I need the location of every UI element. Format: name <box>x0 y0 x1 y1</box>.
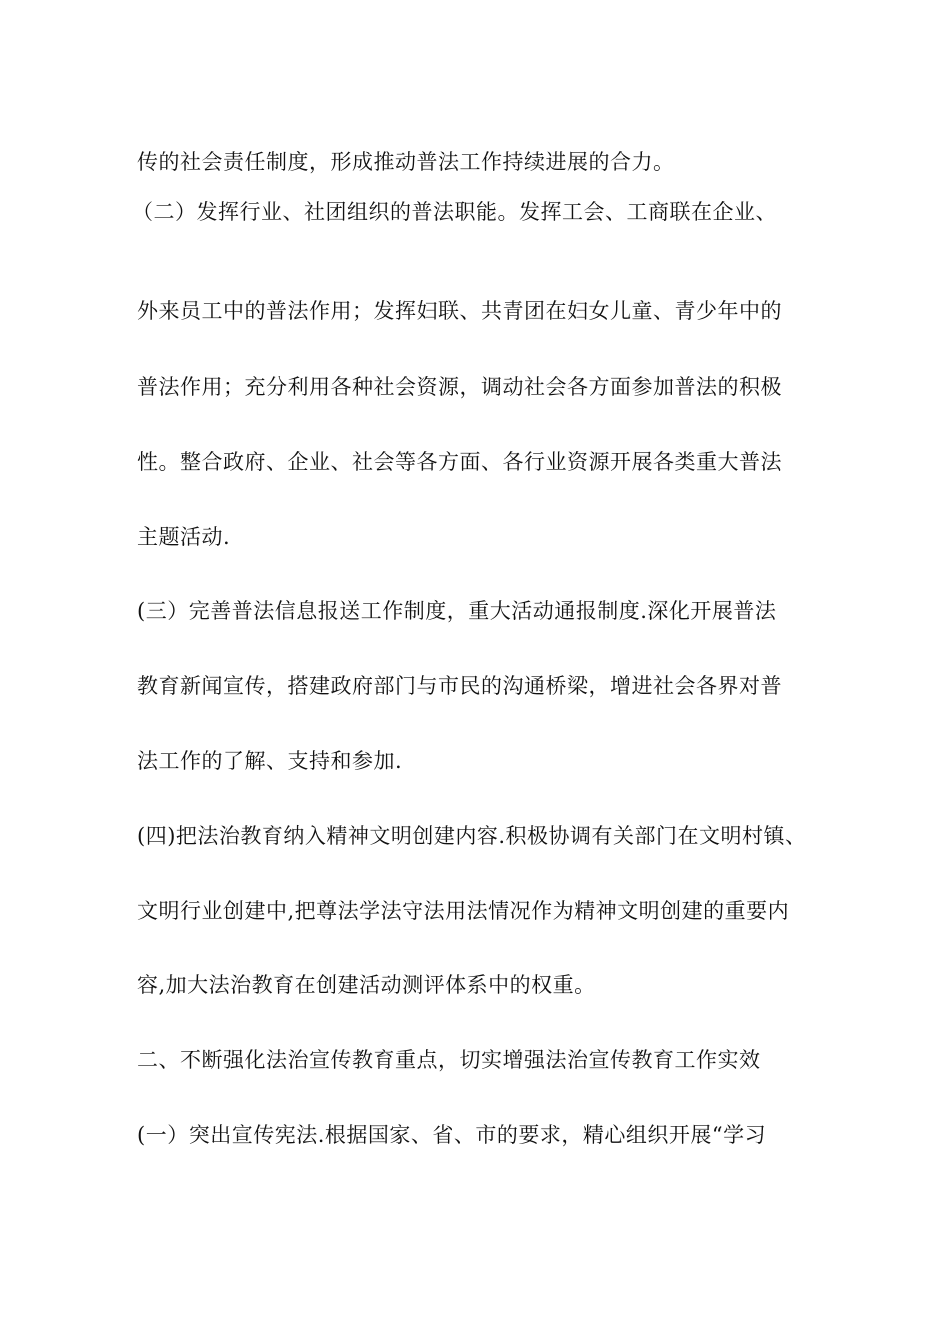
text-line: 教育新闻宣传，搭建政府部门与市民的沟通桥梁，增进社会各界对普 <box>137 674 782 698</box>
text-line: 外来员工中的普法作用；发挥妇联、共青团在妇女儿童、青少年中的 <box>137 299 782 323</box>
text-line: 容,加大法治教育在创建活动测评体系中的权重。 <box>137 973 596 997</box>
text-line: 主题活动. <box>137 525 231 549</box>
paragraph-heading-4: (四)把法治教育纳入精神文明创建内容.积极协调有关部门在文明村镇、 <box>137 824 807 848</box>
text-line: 文明行业创建中,把尊法学法守法用法情况作为精神文明创建的重要内 <box>137 899 790 923</box>
paragraph-heading-2: （二）发挥行业、社团组织的普法职能。发挥工会、工商联在企业、 <box>132 200 777 224</box>
text-line: 性。整合政府、企业、社会等各方面、各行业资源开展各类重大普法 <box>137 450 782 474</box>
paragraph-heading-3: (三）完善普法信息报送工作制度，重大活动通报制度.深化开展普法 <box>137 599 777 623</box>
text-line: 普法作用；充分利用各种社会资源，调动社会各方面参加普法的积极 <box>137 375 782 399</box>
section-heading: 二、不断强化法治宣传教育重点，切实增强法治宣传教育工作实效 <box>137 1048 761 1072</box>
paragraph-heading-1: (一）突出宣传宪法.根据国家、省、市的要求，精心组织开展“学习 <box>137 1123 767 1147</box>
text-line: 法工作的了解、支持和参加. <box>137 749 403 773</box>
text-line: 传的社会责任制度，形成推动普法工作持续进展的合力。 <box>137 150 675 174</box>
